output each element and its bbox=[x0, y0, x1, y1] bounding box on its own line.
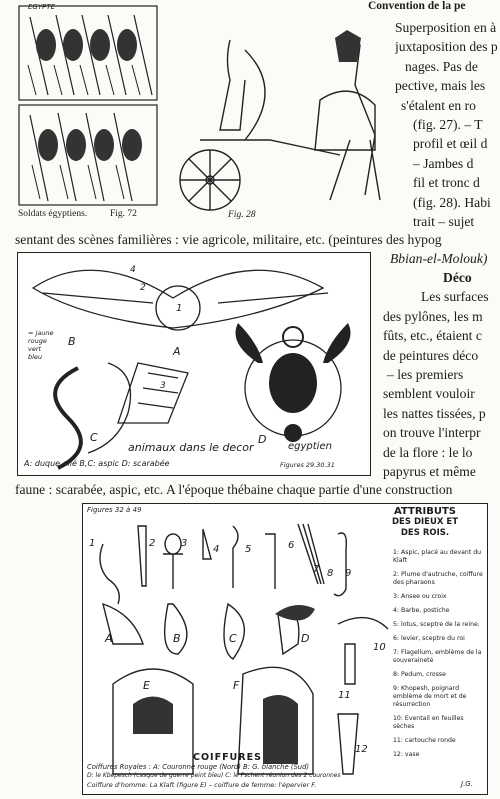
text-line: pective, mais les bbox=[395, 78, 486, 94]
item-number-12: 12 bbox=[355, 744, 368, 755]
text-line: s'étalent en ro bbox=[401, 97, 476, 113]
decor-number-3: 3 bbox=[160, 381, 166, 391]
figure-signature: J.G. bbox=[461, 780, 473, 788]
text-line: (fig. 28). Habi bbox=[413, 194, 491, 210]
item-number-3: 3 bbox=[181, 538, 188, 549]
text-line: de la flore : le lo bbox=[383, 444, 473, 460]
attribut-item: 9: Khopesh, poignard emblème de mort et de résurrection bbox=[393, 685, 467, 708]
decor-figures-ref: Figures 29.30.31 bbox=[280, 461, 335, 469]
item-number-1: 1 bbox=[89, 538, 96, 549]
decor-letter-b: B bbox=[68, 335, 76, 348]
decor-number-2: 2 bbox=[140, 283, 146, 293]
text-line: profil et œil d bbox=[413, 136, 488, 152]
decor-legend: A: duque ailé B,C: aspic D: scarabée bbox=[24, 459, 170, 468]
item-number-4: 4 bbox=[213, 544, 220, 555]
fig28-label: Fig. 28 bbox=[228, 210, 256, 220]
text-line: (fig. 27). – T bbox=[413, 117, 483, 133]
attributs-figure bbox=[82, 503, 488, 795]
coiffure-letter-f: F bbox=[233, 679, 240, 692]
attribut-item: 1: Aspic, placé au devant du Klaft bbox=[393, 549, 482, 564]
text-line: fûts, etc., étaient c bbox=[383, 328, 482, 344]
item-number-5: 5 bbox=[245, 544, 252, 555]
decor-title: animaux dans le decor bbox=[128, 441, 254, 454]
item-number-10: 10 bbox=[373, 642, 386, 653]
item-number-8: 8 bbox=[327, 568, 334, 579]
decor-egyptien: egyptien bbox=[288, 441, 332, 452]
attribut-item: 3: Ansee ou croix bbox=[393, 593, 447, 600]
fig72-label: Fig. 72 bbox=[110, 209, 137, 219]
attributs-title-line: DES DIEUX ET bbox=[392, 517, 458, 527]
coiffure-letter-e: E bbox=[143, 679, 150, 692]
soldiers-illustration bbox=[18, 5, 158, 220]
attribut-item: 5: lotus, sceptre de la reine. bbox=[393, 621, 480, 628]
decor-number-1: 1 bbox=[176, 303, 183, 314]
item-number-6: 6 bbox=[288, 540, 295, 551]
decor-number-4: 4 bbox=[130, 265, 136, 275]
page-heading: Convention de la pe bbox=[368, 0, 466, 12]
text-line: Superposition en à bbox=[395, 20, 497, 35]
coiffures-title: COIFFURES bbox=[193, 752, 262, 763]
right-column-top bbox=[395, 18, 500, 231]
coiffure-letter-c: C bbox=[229, 632, 237, 645]
chariot-illustration bbox=[170, 30, 395, 230]
soldiers-figure bbox=[18, 5, 158, 220]
full-line-1-tail: Bbian-el-Molouk) bbox=[390, 251, 488, 266]
attribut-item: 6: levier, sceptre du roi bbox=[393, 635, 465, 642]
attribut-item: 4: Barbe, postiche bbox=[393, 607, 450, 614]
item-number-2: 2 bbox=[149, 538, 156, 549]
text-line: nages. Pas de bbox=[405, 58, 478, 74]
text-line: fil et tronc d bbox=[413, 175, 480, 191]
attribut-item: 7: Flagellum, emblème de la souveraineté bbox=[393, 649, 482, 664]
full-line-1 bbox=[15, 230, 500, 249]
text-line: – les premiers bbox=[387, 367, 464, 383]
text-line: de peintures déco bbox=[383, 347, 479, 363]
coiffure-letter-d: D bbox=[301, 632, 310, 645]
text-line: des pylônes, les m bbox=[383, 308, 483, 324]
item-number-7: 7 bbox=[313, 564, 320, 575]
attributs-title-line: DES ROIS. bbox=[400, 528, 450, 538]
text-line: Les surfaces bbox=[421, 289, 489, 305]
decor-color-note: = jaune rouge vert bleu bbox=[28, 329, 54, 361]
attributs-title-line: ATTRIBUTS bbox=[393, 506, 457, 517]
attribut-item: 8: Pedum, crosse bbox=[393, 671, 446, 678]
attributs-figures-ref: Figures 32 à 49 bbox=[87, 506, 142, 514]
text-line: les nattes tissées, p bbox=[383, 405, 486, 421]
coiffures-line: Coiffure d'homme: La Klaft (figure E) – coiffure de femme: l'épervier F. bbox=[87, 781, 317, 789]
attribut-item: 2: Plume d'autruche, coiffure des pharaons bbox=[393, 571, 483, 586]
chariot-figure bbox=[170, 30, 395, 230]
text-line: semblent vouloir bbox=[383, 386, 475, 402]
text-line: trait – sujet bbox=[413, 214, 475, 230]
coiffure-letter-a: A bbox=[105, 632, 113, 645]
egypte-label: EGYPTE bbox=[28, 3, 56, 11]
attributs-title bbox=[366, 506, 484, 539]
decor-letter-c: C bbox=[90, 431, 98, 444]
soldiers-caption: Soldats égyptiens. bbox=[18, 209, 88, 219]
attribut-item: 12: vase bbox=[393, 751, 420, 758]
decor-letter-d: D bbox=[258, 433, 267, 446]
decor-figure bbox=[17, 252, 371, 476]
full-line-2: faune : scarabée, aspic, etc. A l'époque thébaine chaque partie d'une construction bbox=[15, 482, 453, 497]
attribut-item: 11: cartouche ronde bbox=[393, 737, 456, 744]
attributs-list bbox=[393, 549, 485, 759]
item-number-11: 11 bbox=[338, 690, 351, 701]
section-subheading: Déco bbox=[443, 270, 472, 285]
attribut-item: 10: Eventail en feuilles sèches bbox=[393, 715, 464, 730]
coiffures-line: Coiffures Royales : A: Couronne rouge (Nord) B: G. blanche (Sud) bbox=[87, 763, 310, 771]
decor-letter-a: A bbox=[173, 345, 181, 358]
right-column-mid bbox=[383, 268, 500, 481]
full-line-1-text: sentant des scènes familières : vie agricole, militaire, etc. (peintures des hypog bbox=[15, 232, 442, 247]
text-line: juxtaposition des p bbox=[395, 39, 498, 55]
coiffure-letter-b: B bbox=[173, 632, 181, 645]
text-line: – Jambes d bbox=[413, 155, 474, 171]
coiffures-line: D: le Kbepesch (casque de guerre peint bleu) C: le Pschent réunion des 2 couronnes bbox=[87, 772, 341, 779]
text-line: papyrus et même bbox=[383, 464, 476, 480]
text-line: on trouve l'interpr bbox=[383, 425, 481, 441]
item-number-9: 9 bbox=[345, 568, 352, 579]
